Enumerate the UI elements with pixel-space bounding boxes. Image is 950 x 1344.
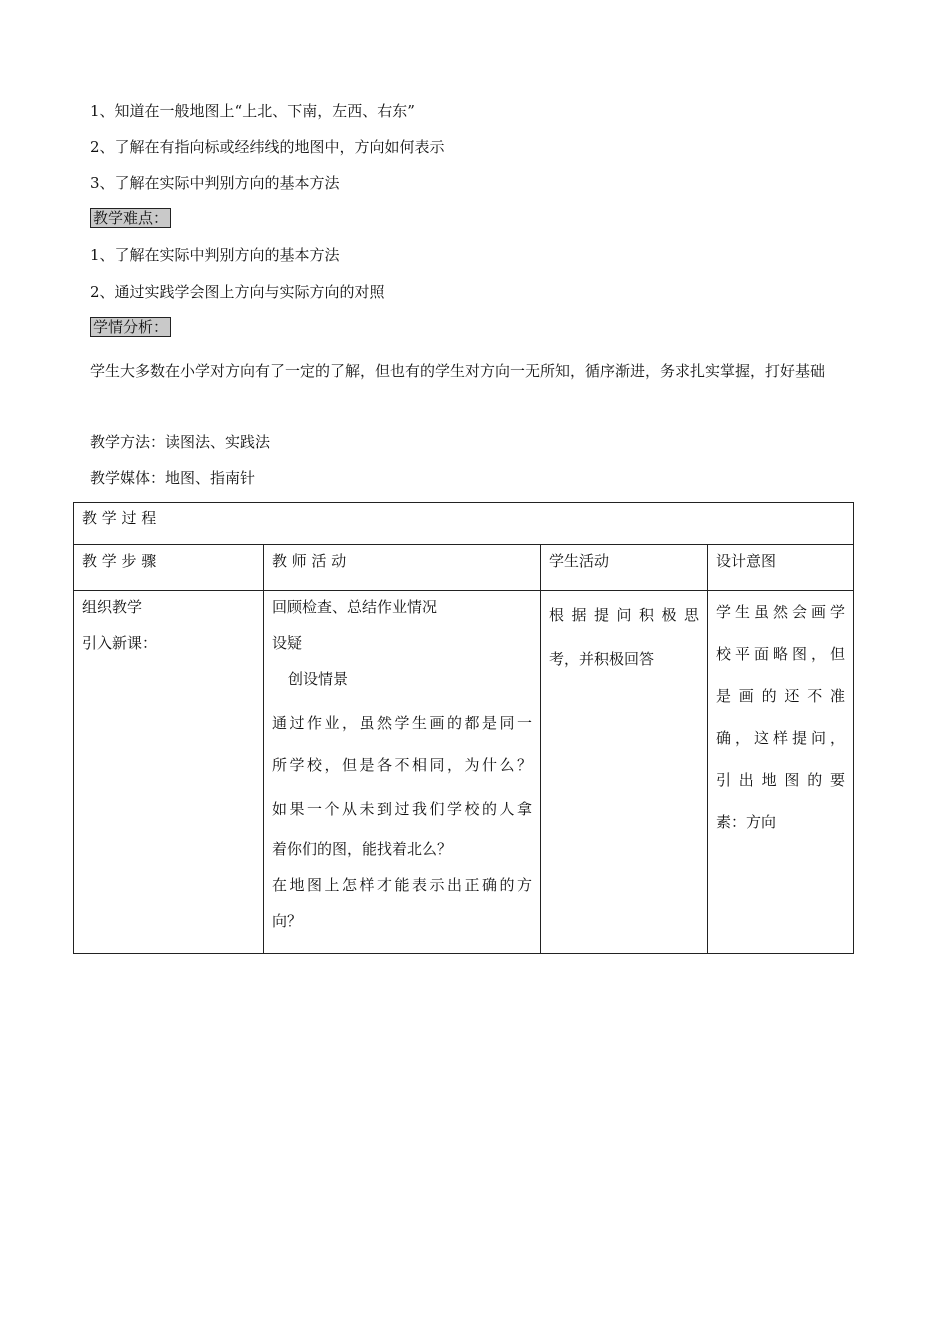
header-teacher: 教 师 活 动 <box>264 545 541 591</box>
step-cell <box>74 591 264 954</box>
difficulty-heading <box>90 208 171 228</box>
teaching-media: 教学媒体：地图、指南针 <box>90 469 256 487</box>
step-line: 引入新课： <box>82 634 158 652</box>
difficulty-label: 教学难点： <box>90 208 171 228</box>
difficulty-2: 2、通过实践学会图上方向与实际方向的对照 <box>90 283 385 301</box>
student-line: 考，并积极回答 <box>549 650 655 668</box>
analysis-text: 学生大多数在小学对方向有了一定的了解，但也有的学生对方向一无所知，循序渐进，务求扎实掌握，打好基础 <box>90 362 826 380</box>
table-title: 教 学 过 程 <box>74 503 854 545</box>
step-line: 组织教学 <box>82 598 143 616</box>
objective-3: 3、了解在实际中判别方向的基本方法 <box>90 174 340 192</box>
header-intent: 设计意图 <box>708 545 854 591</box>
objective-1: 1、知道在一般地图上“上北、下南，左西、右东” <box>90 102 415 120</box>
analysis-heading <box>90 317 171 337</box>
teaching-process-table <box>73 502 854 954</box>
teacher-cell <box>264 591 541 954</box>
teacher-line: 创设情景 <box>288 670 349 688</box>
analysis-label: 学情分析： <box>90 317 171 337</box>
teacher-line: 设疑 <box>272 634 303 652</box>
teacher-line: 如果一个从未到过我们学校的人拿 <box>272 800 532 818</box>
teacher-line: 向？ <box>272 912 303 930</box>
teacher-line: 在地图上怎样才能表示出正确的方 <box>272 876 532 894</box>
difficulty-1: 1、了解在实际中判别方向的基本方法 <box>90 246 340 264</box>
student-cell <box>541 591 708 954</box>
teacher-line: 通过作业，虽然学生画的都是同一 <box>272 714 532 732</box>
objective-2: 2、了解在有指向标或经纬线的地图中，方向如何表示 <box>90 138 445 156</box>
teacher-line: 回顾检查、总结作业情况 <box>272 598 438 616</box>
intent-line: 引出地图的要 <box>716 771 845 789</box>
intent-cell <box>708 591 854 954</box>
teacher-line: 所学校，但是各不相同，为什么？ <box>272 756 532 774</box>
intent-line: 是画的还不准 <box>716 687 845 705</box>
intent-line: 校平面略图，但 <box>716 645 845 663</box>
intent-line: 素：方向 <box>716 813 777 831</box>
teaching-method: 教学方法：读图法、实践法 <box>90 433 271 451</box>
student-line: 根据提问积极思 <box>549 606 699 624</box>
intent-line: 确，这样提问， <box>716 729 845 747</box>
intent-line: 学生虽然会画学 <box>716 603 845 621</box>
teacher-line: 着你们的图，能找着北么？ <box>272 840 453 858</box>
header-step: 教 学 步 骤 <box>74 545 264 591</box>
header-student: 学生活动 <box>541 545 708 591</box>
